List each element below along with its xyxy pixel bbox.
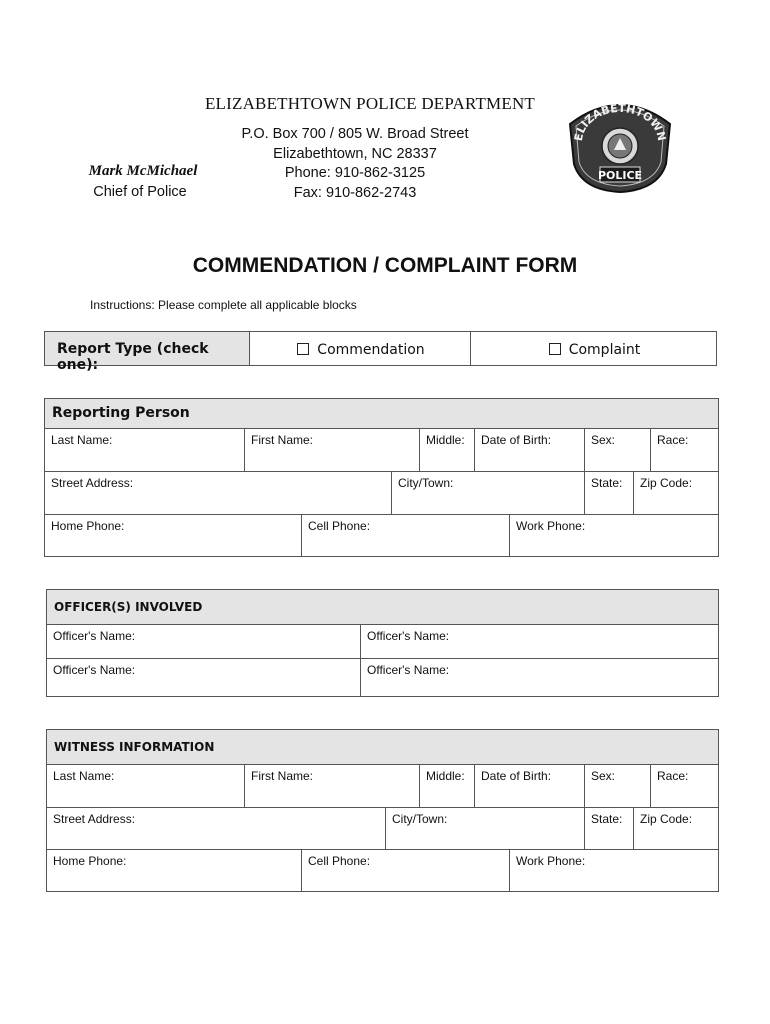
address-line-1: P.O. Box 700 / 805 W. Broad Street xyxy=(241,126,469,142)
w-middle-label: Middle: xyxy=(426,769,465,783)
rp-middle-field[interactable] xyxy=(419,428,475,472)
form-title: COMMENDATION / COMPLAINT FORM xyxy=(192,254,578,277)
w-home-phone-label: Home Phone: xyxy=(53,854,127,868)
w-sex-field[interactable] xyxy=(584,764,651,808)
w-middle-field[interactable] xyxy=(419,764,475,808)
w-street-field[interactable] xyxy=(46,807,386,850)
officer-name-label: Officer's Name: xyxy=(53,629,136,643)
complaint-option[interactable] xyxy=(470,331,717,366)
officer-name-field-4[interactable] xyxy=(360,658,719,697)
report-type-label: Report Type (check one): xyxy=(57,341,209,373)
rp-work-phone-label: Work Phone: xyxy=(516,519,586,533)
witness-header xyxy=(46,729,719,765)
officer-name-field-1[interactable] xyxy=(46,624,361,659)
report-type-label-cell xyxy=(44,331,250,373)
rp-city-label: City/Town: xyxy=(398,476,454,490)
w-zip-label: Zip Code: xyxy=(640,812,693,826)
w-street-label: Street Address: xyxy=(53,812,136,826)
w-zip-field[interactable] xyxy=(633,807,719,850)
complaint-checkbox[interactable] xyxy=(549,343,561,355)
w-state-field[interactable] xyxy=(584,807,634,850)
rp-last-name-field[interactable] xyxy=(44,428,245,472)
w-cell-phone-label: Cell Phone: xyxy=(308,854,371,868)
department-name: ELIZABETHTOWN POLICE DEPARTMENT xyxy=(204,94,536,113)
phone-number: Phone: 910-862-3125 xyxy=(284,165,426,181)
w-cell-phone-field[interactable] xyxy=(301,849,510,892)
badge-bottom-text: POLICE xyxy=(597,169,643,182)
fax-number: Fax: 910-862-2743 xyxy=(293,185,417,201)
rp-home-phone-field[interactable] xyxy=(44,514,302,557)
rp-first-name-label: First Name: xyxy=(251,433,314,447)
officer-name-label: Officer's Name: xyxy=(367,629,450,643)
rp-street-field[interactable] xyxy=(44,471,392,515)
badge-top-text: ELIZABETHTOWN xyxy=(571,101,669,143)
rp-zip-label: Zip Code: xyxy=(640,476,693,490)
rp-sex-label: Sex: xyxy=(591,433,616,447)
w-dob-field[interactable] xyxy=(474,764,585,808)
rp-zip-field[interactable] xyxy=(633,471,719,515)
rp-home-phone-label: Home Phone: xyxy=(51,519,125,533)
witness-title: WITNESS INFORMATION xyxy=(54,740,215,754)
rp-middle-label: Middle: xyxy=(426,433,465,447)
rp-cell-phone-label: Cell Phone: xyxy=(308,519,371,533)
w-home-phone-field[interactable] xyxy=(46,849,302,892)
commendation-option[interactable] xyxy=(249,331,471,366)
instructions: Instructions: Please complete all applicable blocks xyxy=(90,298,357,312)
officers-title: OFFICER(S) INVOLVED xyxy=(54,600,203,614)
chief-title: Chief of Police xyxy=(93,184,187,200)
w-work-phone-field[interactable] xyxy=(509,849,719,892)
w-race-field[interactable] xyxy=(650,764,719,808)
commendation-label: Commendation xyxy=(317,342,425,358)
rp-state-field[interactable] xyxy=(584,471,634,515)
rp-first-name-field[interactable] xyxy=(244,428,420,472)
w-city-field[interactable] xyxy=(385,807,585,850)
rp-city-field[interactable] xyxy=(391,471,585,515)
w-sex-label: Sex: xyxy=(591,769,616,783)
rp-race-field[interactable] xyxy=(650,428,719,472)
rp-cell-phone-field[interactable] xyxy=(301,514,510,557)
rp-sex-field[interactable] xyxy=(584,428,651,472)
w-race-label: Race: xyxy=(657,769,689,783)
commendation-checkbox[interactable] xyxy=(297,343,309,355)
officer-name-label: Officer's Name: xyxy=(367,663,450,677)
rp-race-label: Race: xyxy=(657,433,689,447)
officer-name-field-2[interactable] xyxy=(360,624,719,659)
w-state-label: State: xyxy=(591,812,623,826)
rp-dob-label: Date of Birth: xyxy=(481,433,552,447)
w-first-name-label: First Name: xyxy=(251,769,314,783)
reporting-person-header xyxy=(44,398,719,429)
w-dob-label: Date of Birth: xyxy=(481,769,552,783)
w-city-label: City/Town: xyxy=(392,812,448,826)
rp-state-label: State: xyxy=(591,476,623,490)
officer-name-field-3[interactable] xyxy=(46,658,361,697)
reporting-person-title: Reporting Person xyxy=(52,405,190,421)
rp-dob-field[interactable] xyxy=(474,428,585,472)
w-last-name-label: Last Name: xyxy=(53,769,115,783)
chief-name: Mark McMichael xyxy=(88,163,198,179)
w-first-name-field[interactable] xyxy=(244,764,420,808)
address-line-2: Elizabethtown, NC 28337 xyxy=(273,146,437,162)
officers-header xyxy=(46,589,719,625)
officer-name-label: Officer's Name: xyxy=(53,663,136,677)
rp-work-phone-field[interactable] xyxy=(509,514,719,557)
police-badge-icon xyxy=(562,94,678,194)
complaint-label: Complaint xyxy=(568,342,641,358)
w-work-phone-label: Work Phone: xyxy=(516,854,586,868)
w-last-name-field[interactable] xyxy=(46,764,245,808)
rp-last-name-label: Last Name: xyxy=(51,433,113,447)
rp-street-label: Street Address: xyxy=(51,476,134,490)
